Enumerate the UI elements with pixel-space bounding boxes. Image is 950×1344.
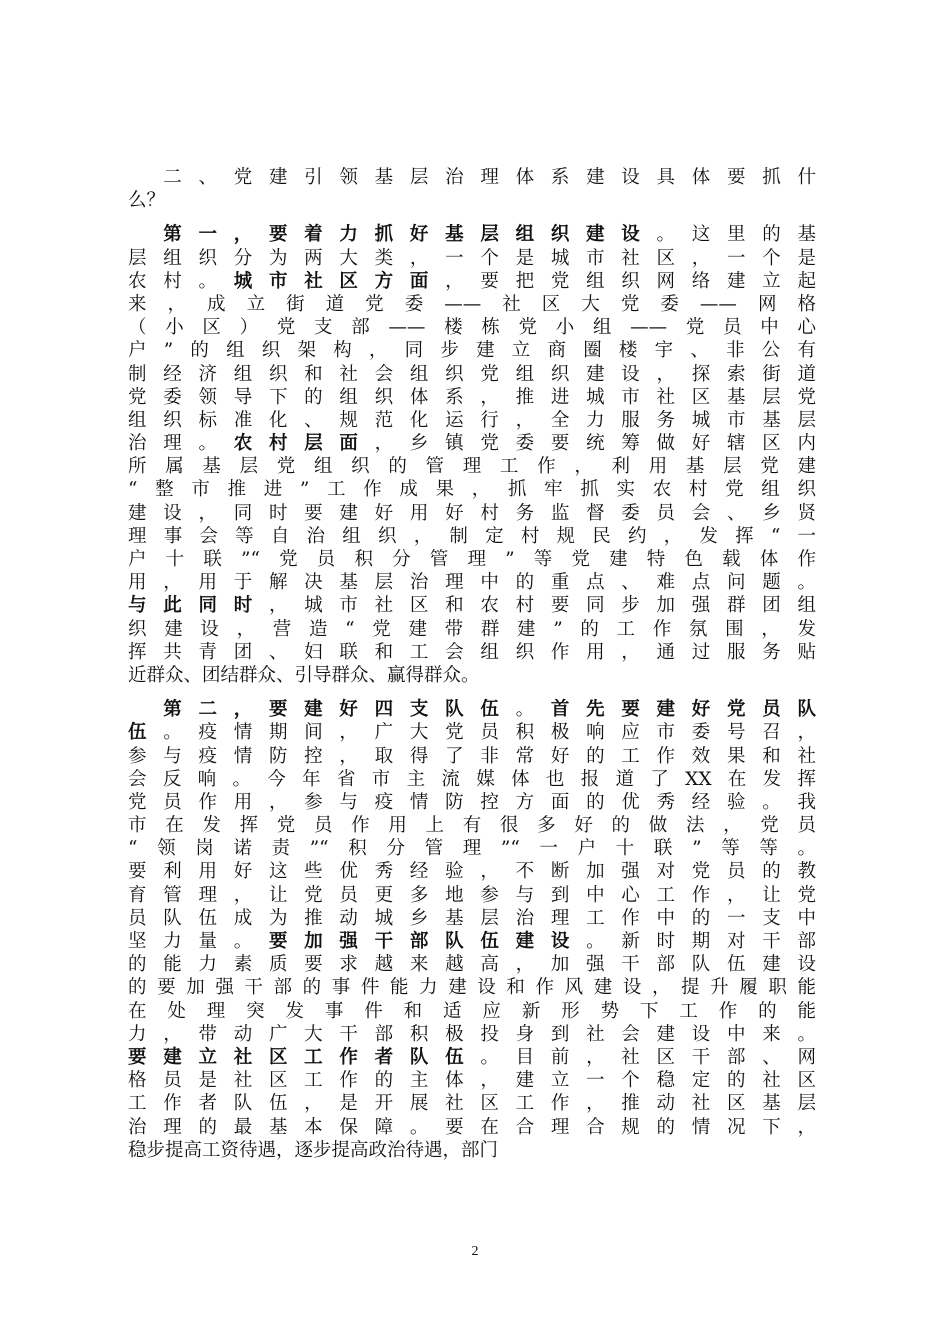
text-run: 党委领导下的组织体系，推进城市社区基层党 [128,386,816,408]
text-run: 要利用好这些优秀经验，不断加强对党员的教 [128,861,816,883]
text-line [128,791,816,814]
text-line [128,641,816,664]
bold-text: 要加强干部队伍建设 [268,931,587,952]
text-run: 组织标准化、规范化运行，全力服务城市基层 [128,409,816,431]
text-line [128,953,816,976]
text-line [128,930,816,953]
text-run: 力，带动广大干部积极投身到社会建设中来。 [128,1023,816,1045]
text-run: ，城市社区和农村要同步加强群团组 [268,595,816,617]
text-run: 治理的最基本保障。要在合理合规的情况下， [128,1116,816,1138]
bold-text: 要建立社区工作者队伍 [128,1046,481,1068]
text-line [128,1116,816,1139]
text-line [128,223,816,246]
text-line [128,293,816,316]
text-run: 织建设，营造“党建带群建”的工作氛围，发 [128,618,816,640]
text-run: 的能力素质要求越来越高，加强干部队伍建设 [128,954,816,976]
text-run: 建设，同时要建好用好村务监督委员会、乡贤 [128,502,816,524]
text-run: 党员作用，参与疫情防控方面的优秀经验。我 [128,791,816,813]
text-line [128,814,816,837]
text-line [128,409,816,432]
text-run: 。疫情期间，广大党员积极响应市委号召， [163,722,816,744]
bold-text: 首先要建好党员队 [550,699,816,721]
text-run: 用，用于解决基层治理中的重点、难点问题。 [128,572,816,594]
section-heading [128,166,816,212]
text-line [128,618,816,641]
text-line [128,478,816,501]
text-line [128,363,816,386]
text-line [128,698,816,721]
text-line [128,1092,816,1115]
text-line [128,1023,816,1046]
text-line [128,907,816,930]
text-run: 的要加强干部的事件能力建设和作风建设，提升履职能 [128,977,816,999]
text-line [128,247,816,270]
text-run: 农村。 [128,270,234,292]
text-line [128,745,816,768]
text-run: 。目前，社区干部、网 [480,1046,816,1068]
text-run: 稳步提高工资待遇，逐步提高政治待遇，部门 [128,1139,499,1161]
text-run: 在处理突发事件和适应新形势下工作的能 [128,1000,816,1022]
text-run: 制经济组织和社会组织党组织建设，探索街道 [128,363,816,385]
paragraph-gap [128,212,816,223]
text-run: ，乡镇党委要统筹做好辖区内 [374,433,816,455]
text-run: 坚力量。 [128,931,269,952]
text-line [128,884,816,907]
text-line [128,386,816,409]
text-run: 户”的组织架构，同步建立商圈楼宇、非公有 [128,340,816,362]
text-line [128,1139,816,1162]
text-line [128,525,816,548]
text-line [128,837,816,860]
text-run: （小区）党支部——楼栋党小组——党员中心 [128,317,816,339]
bold-text: 第一，要着力抓好基层组织建设 [128,224,657,246]
text-run: 。 [515,699,551,721]
text-run: 。这里的基 [656,224,816,246]
text-run: 参与疫情防控，取得了非常好的工作效果和社 [128,745,816,767]
bold-text: 第二，要建好四支队伍 [128,699,516,721]
text-run: 近群众、团结群众、引导群众、赢得群众。 [128,664,480,686]
heading-line: 二、党建引领基层治理体系建设具体要抓什 [128,167,816,188]
text-line [128,768,816,791]
text-line [128,664,816,687]
bold-text: 与此同时 [128,595,269,617]
text-run: 挥共青团、妇联和工会组织作用，通过服务贴 [128,641,816,663]
paragraph-gap [128,687,816,698]
text-run: “领岗诺责”“积分管理”“一户十联”等等。 [128,838,816,860]
text-line [128,1046,816,1069]
text-run: 理事会等自治组织，制定村规民约，发挥“一 [128,525,816,547]
text-run: 市在发挥党员作用上有很多好的做法，党员 [128,815,816,837]
text-line [128,316,816,339]
text-line [128,571,816,594]
text-run: 员队伍成为推动城乡基层治理工作中的一支中 [128,907,816,929]
text-run: 来，成立街道党委——社区大党委——网格 [128,293,816,315]
text-line [128,548,816,571]
text-line [128,432,816,455]
text-run: 层组织分为两大类，一个是城市社区，一个是 [128,247,816,269]
text-line [128,976,816,999]
text-run: 治理。 [128,433,234,455]
text-run: 会反响。今年省市主流媒体也报道了XX在发挥 [128,768,816,790]
text-run: 育管理，让党员更多地参与到中心工作，让党 [128,884,816,906]
text-line [128,1000,816,1023]
text-line [128,502,816,525]
text-run: 工作者队伍，是开展社区工作，推动社区基层 [128,1093,816,1115]
text-run: ，要把党组织网络建立起 [445,270,816,292]
text-line [128,721,816,744]
text-line [128,860,816,883]
text-line [128,455,816,478]
text-line [128,1069,816,1092]
bold-text: 伍 [128,722,164,744]
bold-text: 城市社区方面 [233,270,446,292]
text-run: 所属基层党组织的管理工作，利用基层党建 [128,456,816,478]
paragraph [128,698,816,1162]
page-number: 2 [471,1244,479,1259]
heading-line: 么？ [128,190,166,212]
bold-text: 农村层面 [233,433,375,455]
document-body [128,166,816,1162]
text-line [128,270,816,293]
text-run: 户十联”“党员积分管理”等党建特色载体作 [128,549,816,570]
text-run: “整市推进”工作成果，抓牢抓实农村党组织 [128,479,816,501]
text-line [128,339,816,362]
text-run: 。新时期对干部 [586,931,816,952]
text-line [128,594,816,617]
paragraph [128,223,816,687]
text-run: 格员是社区工作的主体，建立一个稳定的社区 [128,1070,816,1092]
